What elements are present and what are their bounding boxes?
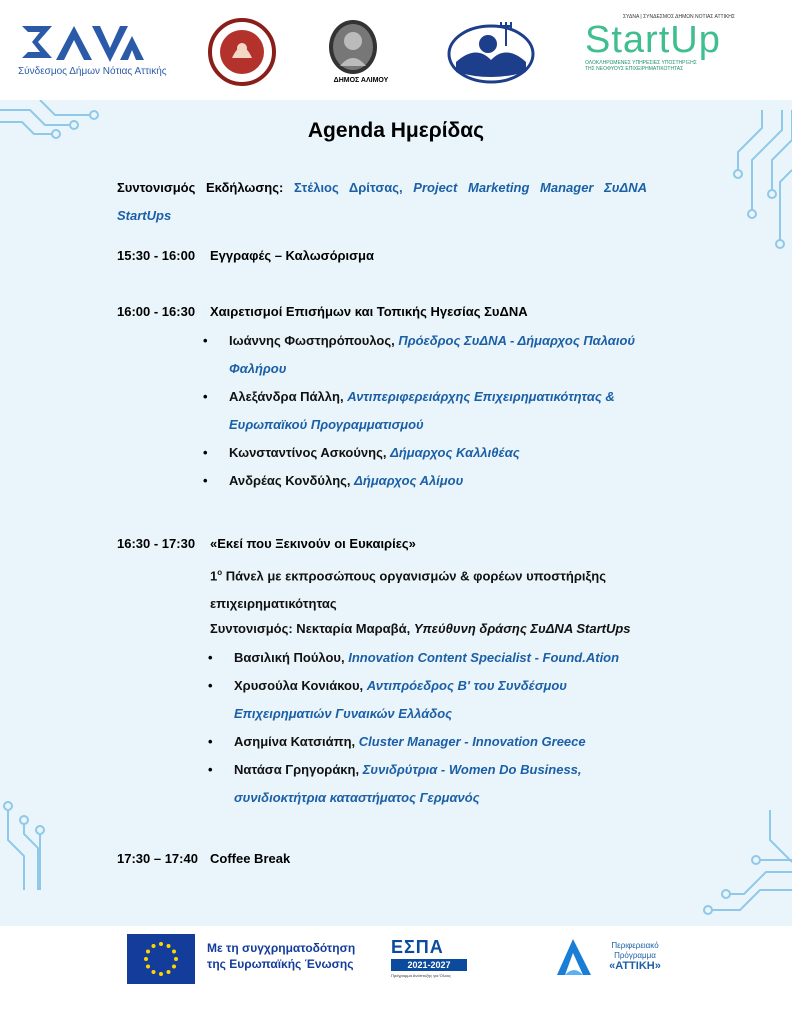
attiki-line-1: Περιφερειακό <box>611 941 659 950</box>
panel-text: Πάνελ με εκπροσώπους οργανισμών & φορέων υποστήριξης επιχειρηματικότητας <box>210 568 606 612</box>
panel-number: 1 <box>210 568 218 584</box>
attiki-line-3: «ΑΤΤΙΚΗ» <box>609 960 661 972</box>
speaker-name: Ιωάννης Φωστηρόπουλος, <box>229 333 395 348</box>
panel-speaker-list <box>208 644 648 812</box>
espa-years: 2021-2027 <box>391 959 467 971</box>
slot-time: 15:30 - 16:00 <box>117 248 196 263</box>
speaker-name: Ασημίνα Κατσιάπη, <box>234 734 356 749</box>
slot-title: «Εκεί που Ξεκινούν οι Ευκαιρίες» <box>210 536 416 551</box>
list-item <box>208 644 648 672</box>
list-item <box>208 728 648 756</box>
kallithea-seal-icon <box>208 18 276 86</box>
sydna-caption: Σύνδεσμος Δήμων Νότιας Αττικής <box>18 66 167 77</box>
startup-subtitle-2: ΤΗΣ ΝΕΟΦΥΟΥΣ ΕΠΙΧΕΙΡΗΜΑΤΙΚΟΤΗΤΑΣ <box>585 66 684 72</box>
moderator-role: Υπεύθυνη δράσης ΣυΔΝΑ StartUps <box>413 621 631 636</box>
agenda-slot-panel <box>117 530 416 558</box>
coordinator-role: Project Marketing Manager ΣυΔΝΑ StartUps <box>117 180 648 223</box>
speaker-role: Innovation Content Specialist - Found.Ation <box>348 650 620 665</box>
sydna-mark-icon <box>18 22 148 64</box>
speaker-name: Αλεξάνδρα Πάλλη, <box>229 389 344 404</box>
panel-moderator <box>210 615 680 643</box>
moderator-label: Συντονισμός: Νεκταρία Μαραβά, <box>210 621 411 636</box>
agenda-slot-greetings <box>117 298 528 326</box>
speaker-name: Κωνσταντίνος Ασκούνης, <box>229 445 387 460</box>
list-item <box>203 383 653 439</box>
attiki-program-text <box>597 941 673 971</box>
agenda-slot-coffee-break <box>117 845 290 873</box>
startup-logo <box>585 14 765 72</box>
alimos-caption: ΔΗΜΟΣ ΑΛΙΜΟΥ <box>333 77 389 84</box>
faliro-seal-icon <box>446 16 536 86</box>
event-coordinator <box>117 174 647 230</box>
eu-line-2: της Ευρωπαϊκής Ένωσης <box>207 957 354 971</box>
speaker-role: Συνιδρύτρια - Women Do Business, συνιδιοκτήτρια καταστήματος Γερμανός <box>234 762 582 805</box>
speaker-role: Πρόεδρος ΣυΔΝΑ - Δήμαρχος Παλαιού Φαλήρου <box>229 333 636 376</box>
list-item <box>203 327 653 383</box>
eu-line-1: Με τη συγχρηματοδότηση <box>207 941 356 955</box>
speaker-role: Αντιπρόεδρος Β' του Συνδέσμου Επιχειρηματιών Γυναικών Ελλάδος <box>234 678 567 721</box>
list-item <box>208 756 648 812</box>
slot-time: 16:00 - 16:30 <box>117 304 196 319</box>
alimos-logo <box>326 18 396 84</box>
panel-description <box>210 559 650 618</box>
espa-subtitle: Πρόγραμμα Ανάπτυξης για Όλους <box>391 973 451 978</box>
agenda-slot-registration <box>117 242 374 270</box>
speaker-name: Χρυσούλα Κονιάκου, <box>234 678 364 693</box>
greetings-speaker-list <box>203 327 653 495</box>
speaker-role: Cluster Manager - Innovation Greece <box>358 734 586 749</box>
startup-wordmark: StartUp <box>585 19 721 61</box>
startup-subtitle-1: ΟΛΟΚΛΗΡΩΜΕΝΕΣ ΥΠΗΡΕΣΙΕΣ ΥΠΟΣΤΗΡΙΞΗΣ <box>585 60 697 66</box>
slot-time: 17:30 – 17:40 <box>117 851 198 866</box>
speaker-role: Δήμαρχος Αλίμου <box>354 473 464 488</box>
coordinator-name: Στέλιος Δρίτσας, <box>293 180 403 195</box>
speaker-name: Ανδρέας Κονδύλης, <box>229 473 351 488</box>
slot-time: 16:30 - 17:30 <box>117 536 196 551</box>
page-title: Agenda Ημερίδας <box>307 119 485 142</box>
header-logos <box>0 0 792 100</box>
attiki-line-2: Πρόγραμμα <box>614 951 656 960</box>
list-item <box>203 439 653 467</box>
speaker-name: Νατάσα Γρηγοράκη, <box>234 762 360 777</box>
sydna-logo <box>18 22 178 77</box>
eu-flag-icon <box>127 934 195 984</box>
alimos-seal-icon <box>326 18 380 76</box>
faliro-logo <box>446 16 536 86</box>
kallithea-logo <box>208 18 276 86</box>
coordinator-label: Συντονισμός Εκδήλωσης: <box>117 180 284 195</box>
list-item <box>208 672 648 728</box>
list-item <box>203 467 653 495</box>
startup-small-caption: ΣΥΔΝΑ | ΣΥΝΔΕΣΜΟΣ ΔΗΜΩΝ ΝΟΤΙΑΣ ΑΤΤΙΚΗΣ <box>622 14 735 20</box>
espa-logo <box>391 937 467 978</box>
speaker-name: Βασιλική Πούλου, <box>234 650 345 665</box>
panel-number-superscript: ο <box>217 568 223 577</box>
slot-title: Χαιρετισμοί Επισήμων και Τοπικής Ηγεσίας ΣυΔΝΑ <box>210 304 528 319</box>
circuit-decoration-bottom-right-icon <box>700 810 792 926</box>
attiki-program-icon <box>553 935 595 979</box>
speaker-role: Αντιπεριφερειάρχης Επιχειρηματικότητας & Ευρωπαϊκού Προγραμματισμού <box>229 389 615 432</box>
espa-wordmark: ΕΣΠΑ <box>391 937 444 957</box>
eu-cofunding-text <box>207 940 355 972</box>
circuit-decoration-bottom-left-icon <box>0 800 60 890</box>
slot-title: Εγγραφές – Καλωσόρισμα <box>210 248 375 263</box>
slot-title: Coffee Break <box>210 851 291 866</box>
speaker-role: Δήμαρχος Καλλιθέας <box>390 445 520 460</box>
